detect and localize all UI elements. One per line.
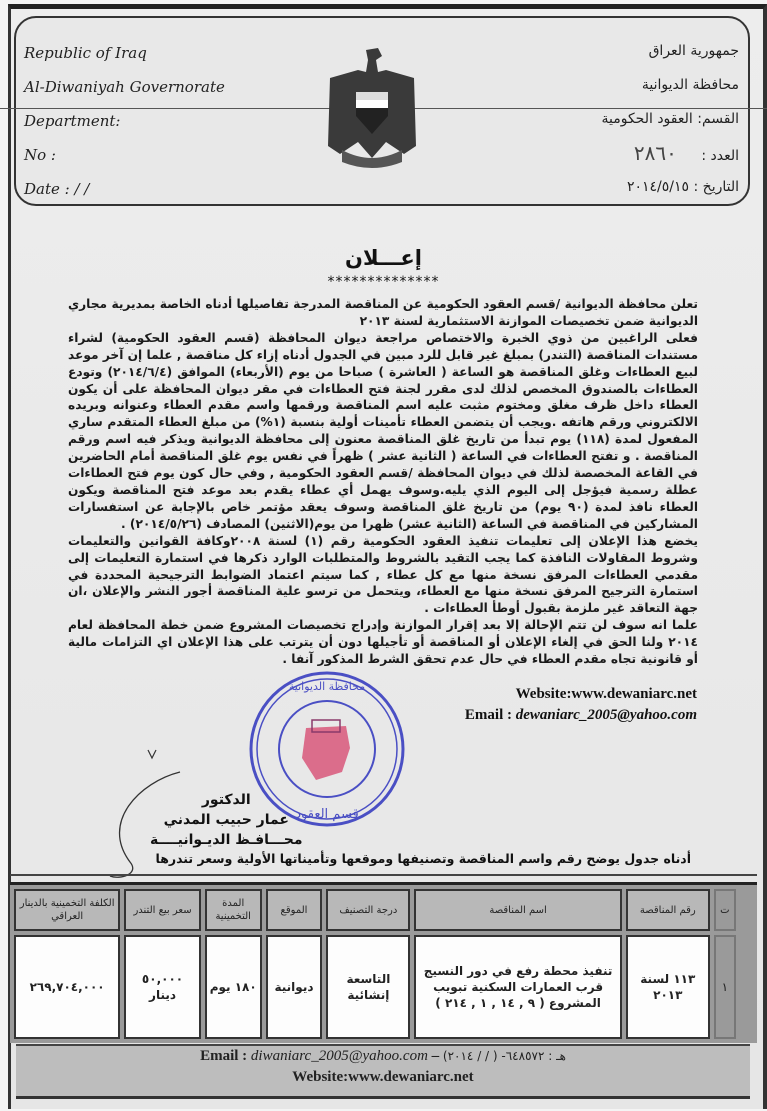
cell-classification: التاسعة إنشائية: [326, 935, 410, 1039]
department-label: Department:: [24, 112, 121, 130]
col-location: الموقع: [266, 889, 323, 931]
department-label-ar: القسم: العقود الحكومية: [601, 111, 739, 127]
paragraph-regulations: يخضع هذا الإعلان إلى تعليمات تنفيذ العقود الحكومية رقم (١) لسنة ٢٠٠٨وكافة القوانين والتعليمات وشروط المقاولات النافذة كما يجب التقيد بالشروط والمتطلبات الوارد ذكرها في استمارة التعليمات إلى مقدمي العطاءات المرفق نسخة منها مع كل عطاء , كما سيتم اعتماد الضوابط الترجيحية المحددة في استمارة الترجيح المرفق نسخة منها مع العطاء، ويتحمل من ترسو علية المناقصة أجور النشر والإعلان ،ان جهة التعاقد غير ملزمة بقبول أوطأ العطاءات .: [68, 533, 698, 616]
footer-email-label: Email :: [200, 1048, 251, 1064]
document-date-label: التاريخ :: [693, 179, 739, 195]
republic-label-ar: جمهورية العراق: [648, 43, 739, 59]
paragraph-instructions: فعلى الراغبين من ذوي الخبرة والاختصاص مراجعة ديوان المحافظة (قسم العقود الحكومية) لشراء مستندات المناقصة (التندر) بمبلغ غير قابل للرد مبين في الجدول أدناه إزاء كل مناقصة , علما إن آخر موعد لبيع العطاءات وغلق المناقصة هو الساعة ( العاشرة ) صباحا من يوم (الأربعاء) الموافق (٢٠١٤/٦/٤) وتودع العطاءات بالصندوق المخصص لذلك لدى مقرر لجنة فتح العطاءات في مقر ديوان المحافظة على أن يكون العطاء داخل ظرف مغلق ومختوم مثبت عليه اسم المناقصة ورقمها واسم مقدم العطاء وعنوانه وبريده الالكتروني ورقم هاتفه .ويجب أن يتضمن العطاء تأمينات أولية بنسبة (١%) من مبلغ العطاء المتقدم ساري المفعول لمدة (١١٨) يوم تبدأ من تاريخ غلق المناقصة معنون إلى محافظة الديوانية ويذكر فيه اسم ورقم المناقصة . و تفتح العطاءات في الساعة ( الثانية عشر ) ظهراً في نفس يوم غلق المناقصة أمام الحاضرين في القاعة المخصصة لذلك في ديوان المحافظة /قسم العقود الحكومية , وفي حال كون يوم فتح العطاءات عطلة رسمية فيؤجل إلى اليوم الذي يليه.وسوف يهمل أي عطاء يقدم بعد موعد فتح المناقصة ويكون العطاء نافذ لمدة (٩٠ يوم) من تاريخ غلق المناقصة وسوف يعقد مؤتمر خاص بالإجابة عن استفسارات المشاركين في المناقصة في الساعة (الثانية عشر) ظهرا من يوم(الاثنين) المصادف (٢٠١٤/٥/٢٦) .: [68, 330, 698, 531]
table-caption: أدناه جدول يوضح رقم واسم المناقصة وتصنيفها وموقعها وتأميناتها الأولية وسعر تندرها: [155, 851, 691, 866]
footer-separator: –: [427, 1048, 443, 1064]
number-label: No :: [24, 146, 56, 164]
col-estimated-cost: الكلفة التخمينية بالدينار العراقي: [14, 889, 120, 931]
cell-duration: ١٨٠ يوم: [205, 935, 262, 1039]
paragraph-intro: تعلن محافظة الديوانية /قسم العقود الحكومية عن المناقصة المدرجة تفاصيلها أدناه الخاصة بمديرية مجاري الديوانية ضمن تخصيصات الموازنة الاستثمارية لسنة ٢٠١٣: [68, 297, 698, 328]
contact-block: [465, 684, 697, 726]
website-link[interactable]: Website:www.dewaniarc.net: [515, 686, 697, 702]
paragraph-disclaimer: علما انه سوف لن تتم الإحالة إلا بعد إقرار الموازنة وإدراج تخصيصات المشروع ضمن خطة المحافظة لعام ٢٠١٤ ولنا الحق في إلغاء الإعلان أو المناقصة أو تأجيلها دون أن يترتب على هذا الإعلان اي التزامات مالية أو قانونية تجاه مقدم العطاء في حال عدم تحقق الشرط المذكور آنفا .: [68, 618, 698, 667]
signatory-name: عمار حبيب المدني: [163, 812, 289, 828]
col-tender-name: اسم المناقصة: [414, 889, 621, 931]
col-tender-number: رقم المناقصة: [626, 889, 710, 931]
signatory-position: محـــافـظ الديـوانيــــة: [150, 832, 303, 848]
republic-label: Republic of Iraq: [24, 44, 147, 62]
col-classification: درجة التصنيف: [326, 889, 410, 931]
tenders-table: [10, 885, 740, 1043]
footer-website-link[interactable]: Website:www.dewaniarc.net: [292, 1069, 474, 1085]
eagle-emblem-icon: [326, 46, 418, 174]
table-header-row: [14, 889, 736, 931]
footer-contact-line: [16, 1046, 750, 1067]
document-date-value: ٢٠١٤/٥/١٥: [626, 179, 690, 195]
letterhead-arabic: [601, 34, 739, 204]
cell-index: ١: [714, 935, 736, 1039]
cell-estimated-cost: ٢٦٩,٧٠٤,٠٠٠: [14, 935, 120, 1039]
col-duration: المدة التخمينية: [205, 889, 262, 931]
cell-tender-number: ١١٣ لسنة ٢٠١٣: [626, 935, 710, 1039]
footer-email-link[interactable]: diwaniarc_2005@yahoo.com: [250, 1048, 428, 1064]
footer-phone: هـ : ٦٤٨٥٧٢- ( / / ٢٠١٤): [442, 1049, 566, 1063]
svg-text:محافظة الديوانية: محافظة الديوانية: [288, 680, 366, 693]
date-label: Date : / /: [24, 180, 90, 198]
caption-divider: [10, 874, 757, 876]
svg-text:قسم العقود: قسم العقود: [295, 807, 359, 822]
table-row: [14, 935, 736, 1039]
cell-location: ديوانية: [266, 935, 323, 1039]
email-line: [465, 705, 697, 726]
col-tender-price: سعر بيع التندر: [124, 889, 201, 931]
col-index: ت: [714, 889, 736, 931]
document-number-label: العدد :: [701, 148, 739, 164]
signatory-title: الدكتور: [201, 792, 251, 808]
signature-block: [150, 790, 303, 850]
letterhead-english: [24, 36, 225, 206]
email-link[interactable]: dewaniarc_2005@yahoo.com: [515, 707, 697, 723]
footer-bar: [16, 1044, 750, 1099]
cell-tender-price: ٥٠,٠٠٠ دينار: [124, 935, 201, 1039]
document-date: [601, 170, 739, 204]
governorate-label: Al-Diwaniyah Governorate: [24, 78, 225, 96]
governorate-label-ar: محافظة الديوانية: [641, 77, 739, 93]
title-stars: **************: [327, 274, 440, 290]
announcement-body: [68, 296, 698, 668]
email-label: Email :: [464, 707, 516, 723]
cell-tender-name: تنفيذ محطة رفع في دور النسيج قرب العمارات السكنية تبويب المشروع ( ٩ , ١٤ , ١ , ٢١٤ ): [414, 935, 621, 1039]
announcement-title: إعـــلان: [345, 246, 422, 270]
document-number-value: ٢٨٦٠: [633, 141, 677, 165]
document-number: [601, 136, 739, 170]
